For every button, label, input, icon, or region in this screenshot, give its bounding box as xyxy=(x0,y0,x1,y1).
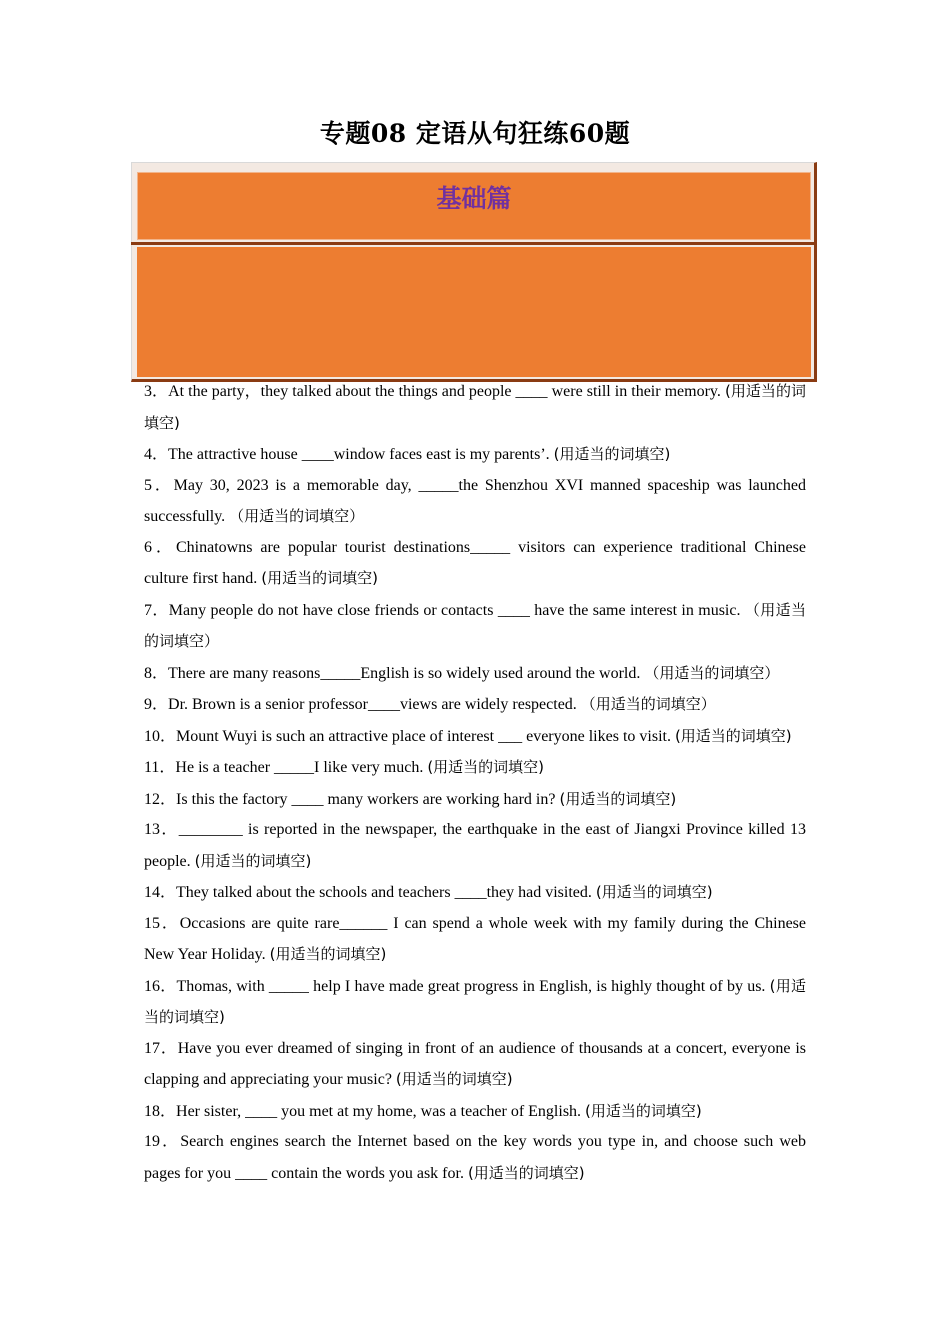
question-item: 14．They talked about the schools and teachers ____they had visited. (用适当的词填空) xyxy=(144,883,713,901)
question-item: 9．Dr. Brown is a senior professor____views are widely respected. （用适当的词填空） xyxy=(144,695,716,713)
question-item: 5．May 30, 2023 is a memorable day, _____the Shenzhou XVI manned spaceship was launched successfully. （用适当的词填空） xyxy=(144,476,806,525)
question-item: 19．Search engines search the Internet based on the key words you type in, and choose such web pages for you ____ contain the words you ask for. (用适当的词填空) xyxy=(144,1133,806,1182)
section-heading: 基础篇 xyxy=(436,184,512,213)
question-item: 3．At the party，they talked about the things and people ____ were still in their memory. (用适当的词填空) xyxy=(144,382,806,432)
question-item: 17．Have you ever dreamed of singing in front of an audience of thousands at a concert, everyone is clapping and appreciating your music? (用适当的词填空) xyxy=(144,1039,806,1088)
question-item: 15．Occasions are quite rare______ I can spend a whole week with my family during the Chinese New Year Holiday. (用适当的词填空) xyxy=(144,914,806,963)
question-list xyxy=(144,376,806,1189)
question-item: 18．Her sister, ____ you met at my home, was a teacher of English. (用适当的词填空) xyxy=(144,1101,702,1120)
question-item: 16．Thomas, with _____ help I have made great progress in English, is highly thought of by us. (用适当的词填空) xyxy=(144,976,806,1026)
question-item: 8．There are many reasons_____English is so widely used around the world. （用适当的词填空） xyxy=(144,663,780,682)
question-item: 12．Is this the factory ____ many workers are working hard in? (用适当的词填空) xyxy=(144,789,677,808)
document-title: 专题08 定语从句狂练60题 xyxy=(319,119,631,148)
section-banner-header xyxy=(137,172,811,240)
question-item: 7．Many people do not have close friends or contacts ____ have the same interest in music. （用适当的词填空） xyxy=(144,600,806,650)
question-item: 6．Chinatowns are popular tourist destinations_____ visitors can experience traditional Chinese culture first hand. (用适当的词填空) xyxy=(144,538,806,587)
question-item: 13．________ is reported in the newspaper, the earthquake in the east of Jiangxi Province killed 13 people. (用适当的词填空) xyxy=(144,821,806,870)
section-banner-body xyxy=(137,247,811,377)
question-item: 4．The attractive house ____window faces east is my parents’. (用适当的词填空) xyxy=(144,445,671,463)
question-item: 10．Mount Wuyi is such an attractive place of interest ___ everyone likes to visit. (用适当的词填空) xyxy=(144,726,792,745)
question-item: 11．He is a teacher _____I like very much. (用适当的词填空) xyxy=(144,758,545,776)
banner-divider xyxy=(131,242,817,245)
